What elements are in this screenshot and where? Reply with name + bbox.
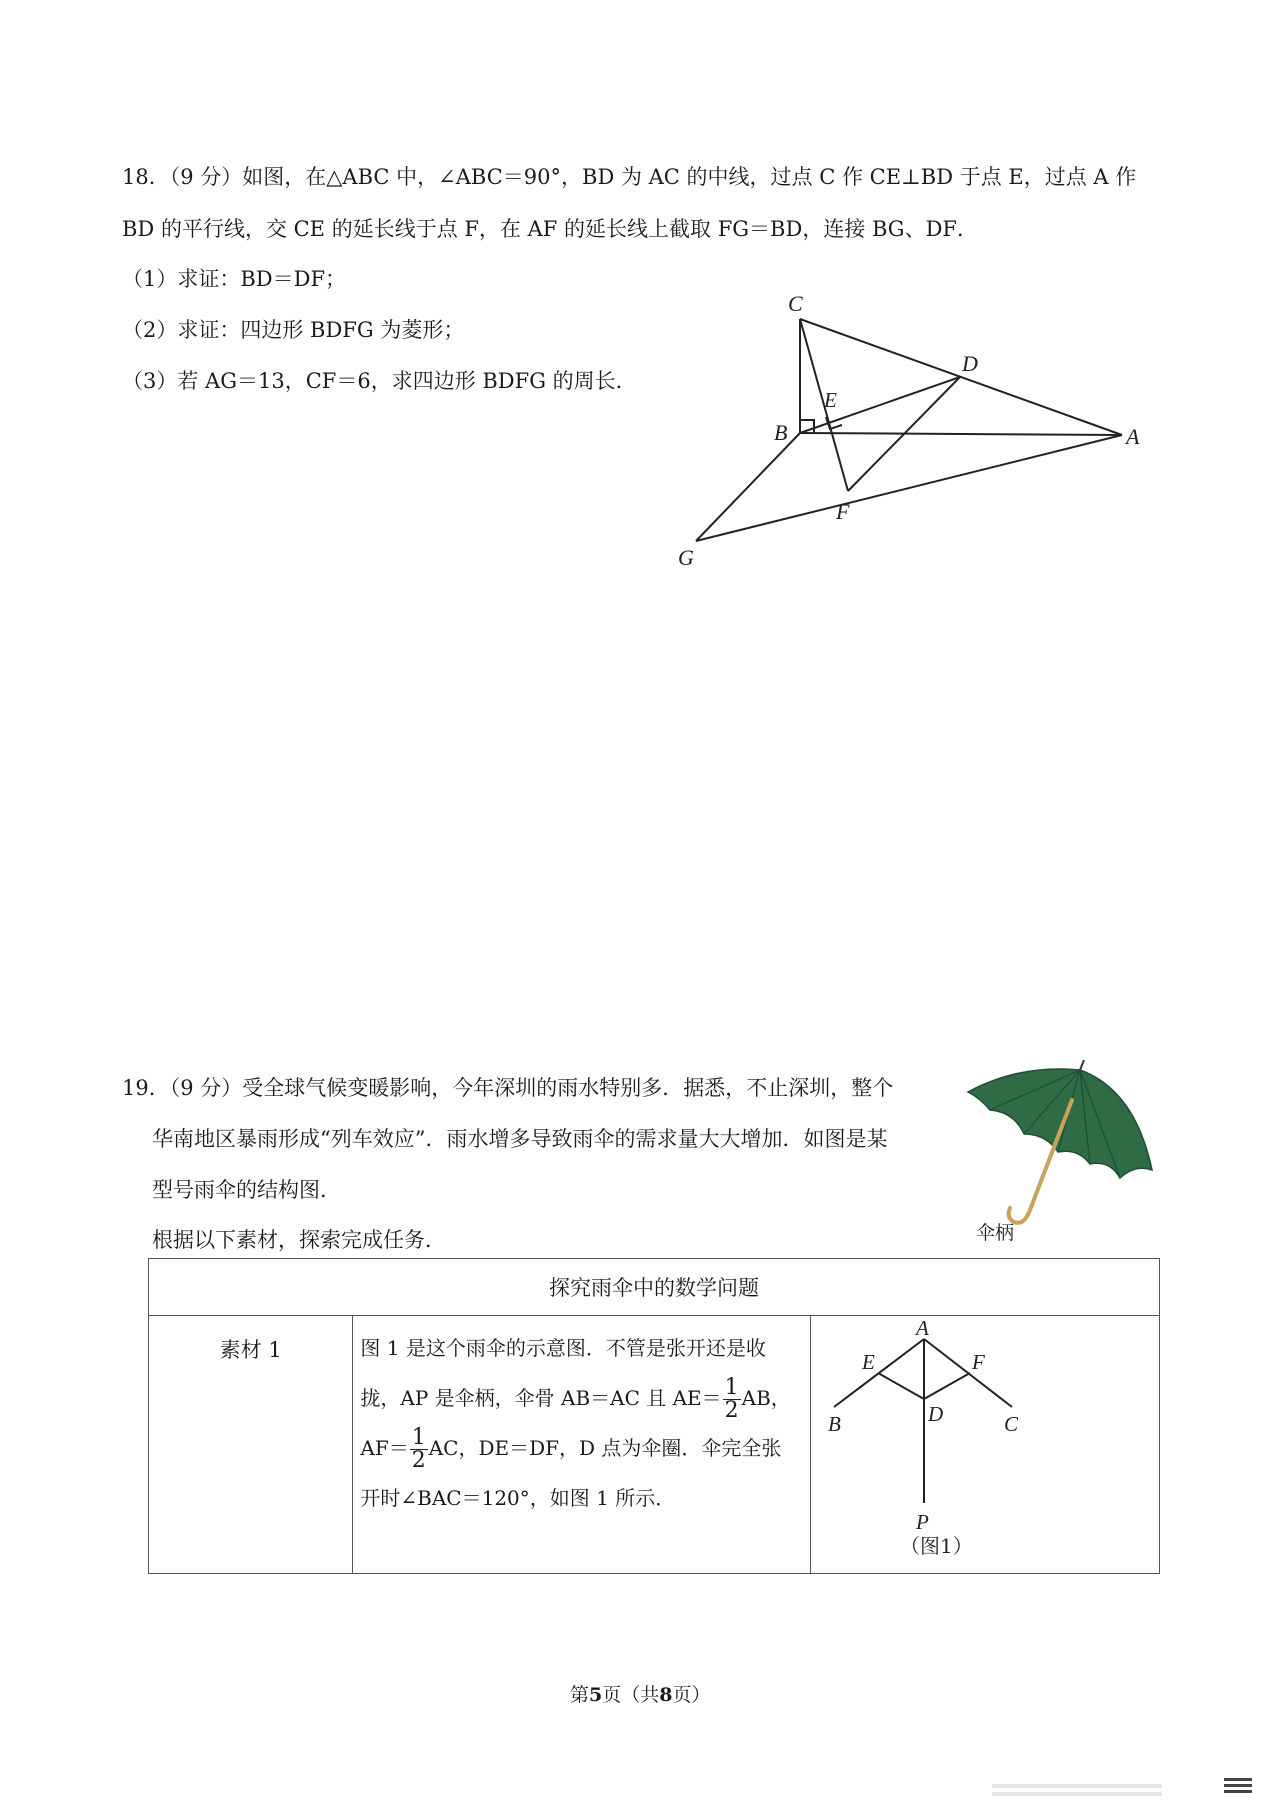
- umbrella-illustration: [960, 1060, 1160, 1240]
- material-line-a: 图 1 是这个雨伞的示意图．不管是张开还是收: [360, 1336, 766, 1360]
- material-description: [353, 1316, 811, 1574]
- fraction-half-2: [410, 1427, 428, 1472]
- q19-line-2: 华南地区暴雨形成“列车效应”．雨水增多导致雨伞的需求量大大增加．如图是某: [152, 1127, 888, 1151]
- q19-line-3: 型号雨伞的结构图．: [152, 1178, 341, 1202]
- corner-decoration: [992, 1784, 1192, 1796]
- label-c: C: [788, 291, 803, 316]
- footer-suffix: 页）: [672, 1684, 711, 1706]
- table-header: 探究雨伞中的数学问题: [149, 1259, 1160, 1316]
- material-line-c-end: AC，DE＝DF，D 点为伞圈．伞完全张: [428, 1436, 782, 1460]
- footer-total-pages: 8: [659, 1684, 673, 1706]
- material-line-b-end: AB，: [741, 1386, 791, 1410]
- q18-line-1: 18．（9 分）如图，在△ABC 中，∠ABC＝90°，BD 为 AC 的中线，过点 C 作 CE⊥BD 于点 E，过点 A 作: [122, 165, 1137, 189]
- fig1-label-e: E: [862, 1350, 875, 1374]
- label-f: F: [836, 499, 850, 524]
- fraction-numerator-2: 1: [411, 1425, 426, 1450]
- fraction-denominator-2: 2: [411, 1448, 426, 1473]
- fig1-label-b: B: [828, 1412, 841, 1436]
- fig1-label-a: A: [916, 1317, 929, 1340]
- page-footer: [570, 1680, 711, 1707]
- footer-middle: 页（共: [602, 1684, 660, 1706]
- q18-part-2: （2）求证：四边形 BDFG 为菱形；: [122, 318, 465, 342]
- material-line-b: [360, 1373, 803, 1423]
- q18-part-3: （3）若 AG＝13，CF＝6，求四边形 BDFG 的周长．: [122, 369, 637, 393]
- figure-1-cell: [811, 1316, 1160, 1574]
- figure-1: [812, 1317, 1158, 1555]
- material-label: 素材 1: [149, 1316, 353, 1574]
- fraction-denominator: 2: [724, 1398, 739, 1423]
- umbrella-caption: 伞柄: [976, 1222, 1015, 1244]
- material-line-c-start: AF＝: [360, 1436, 409, 1460]
- materials-table: [148, 1258, 1160, 1574]
- fig1-label-p: P: [916, 1510, 929, 1534]
- q18-geometry-figure: [660, 285, 1180, 575]
- footer-prefix: 第: [570, 1684, 590, 1706]
- label-b: B: [774, 420, 788, 445]
- fraction-numerator: 1: [724, 1375, 739, 1400]
- fig1-label-d: D: [928, 1402, 944, 1426]
- footer-page-number: 5: [589, 1684, 603, 1706]
- fig1-caption: （图1）: [900, 1534, 973, 1555]
- label-a: A: [1126, 424, 1140, 449]
- fig1-label-c: C: [1004, 1412, 1019, 1436]
- label-e: E: [824, 388, 837, 412]
- menu-lines-icon: [1224, 1778, 1252, 1793]
- q19-line-4: 根据以下素材，探索完成任务．: [152, 1228, 446, 1252]
- material-line-b-start: 拢，AP 是伞柄，伞骨 AB＝AC 且 AE＝: [360, 1386, 722, 1410]
- fraction-half: [723, 1377, 741, 1422]
- q19-line-1: 19．（9 分）受全球气候变暖影响，今年深圳的雨水特别多．据悉，不止深圳，整个: [122, 1076, 894, 1100]
- q18-line-2: BD 的平行线，交 CE 的延长线于点 F，在 AF 的延长线上截取 FG＝BD，连接 BG、DF．: [122, 217, 978, 241]
- label-d: D: [962, 351, 978, 376]
- material-line-c: [360, 1423, 803, 1473]
- fig1-label-f: F: [972, 1350, 985, 1374]
- material-line-d: 开时∠BAC＝120°，如图 1 所示．: [360, 1486, 676, 1510]
- q18-part-1: （1）求证：BD＝DF；: [122, 267, 347, 291]
- label-g: G: [678, 545, 694, 570]
